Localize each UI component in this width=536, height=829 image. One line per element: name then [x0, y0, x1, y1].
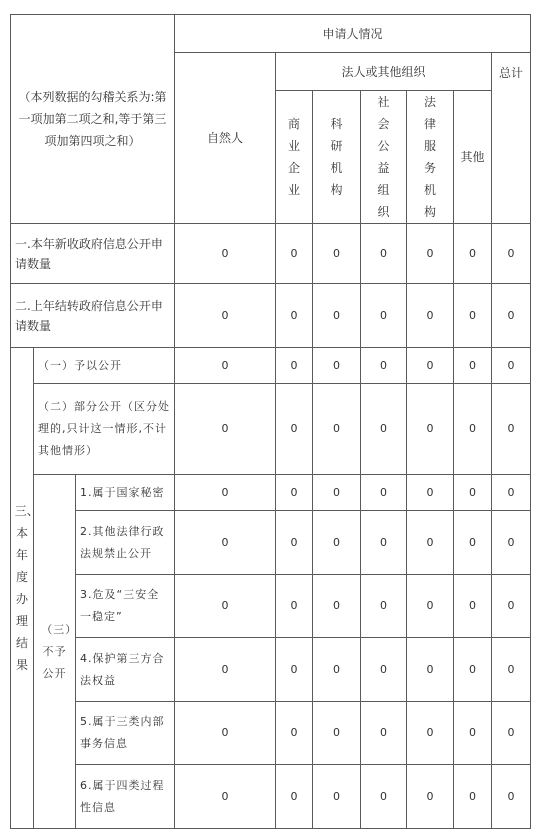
- table-cell: 0: [407, 224, 454, 284]
- table-cell: 0: [276, 765, 313, 829]
- row-label-internal-affairs: 5.属于三类内部事务信息: [76, 702, 175, 765]
- table-cell: 0: [175, 575, 276, 638]
- table-cell: 0: [454, 765, 492, 829]
- row-label-disclosed: （一）予以公开: [34, 348, 175, 384]
- table-cell: 0: [492, 384, 531, 475]
- disclosure-table: [10, 14, 531, 829]
- table-cell: 0: [492, 575, 531, 638]
- table-note-cell: （本列数据的勾稽关系为:第一项加第二项之和,等于第三项加第四项之和）: [11, 15, 175, 224]
- table-cell: 0: [361, 224, 407, 284]
- row-label-partially-disclosed: （二）部分公开（区分处理的,只计这一情形,不计其他情形）: [34, 384, 175, 475]
- table-cell: 0: [313, 348, 361, 384]
- table-cell: 0: [313, 384, 361, 475]
- table-cell: 0: [313, 575, 361, 638]
- table-cell: 0: [313, 475, 361, 511]
- legal-service-header-label: 法律服务机构: [424, 95, 437, 219]
- table-cell: 0: [175, 638, 276, 702]
- table-cell: 0: [407, 575, 454, 638]
- commercial-header-label: 商业企业: [288, 117, 301, 197]
- other-header: 其他: [454, 91, 492, 224]
- table-cell: 0: [276, 384, 313, 475]
- row-group-not-disclosed-label: （三）不予公开: [41, 622, 78, 680]
- table-cell: 0: [276, 702, 313, 765]
- table-cell: 0: [175, 224, 276, 284]
- table-cell: 0: [175, 284, 276, 348]
- table-cell: 0: [492, 284, 531, 348]
- table-cell: 0: [454, 348, 492, 384]
- row-label-new-applications: 一.本年新收政府信息公开申请数量: [11, 224, 175, 284]
- table-cell: 0: [492, 765, 531, 829]
- table-cell: 0: [454, 224, 492, 284]
- table-cell: 0: [175, 765, 276, 829]
- table-cell: 0: [313, 638, 361, 702]
- table-cell: 0: [313, 702, 361, 765]
- table-cell: 0: [492, 638, 531, 702]
- row-label-law-prohibited: 2.其他法律行政法规禁止公开: [76, 511, 175, 575]
- table-cell: 0: [361, 702, 407, 765]
- legal-service-header: [407, 91, 454, 224]
- table-cell: 0: [407, 348, 454, 384]
- table-cell: 0: [175, 348, 276, 384]
- table-cell: 0: [175, 384, 276, 475]
- table-cell: 0: [175, 475, 276, 511]
- table-cell: 0: [175, 511, 276, 575]
- row-group-not-disclosed: [34, 475, 76, 829]
- total-header: 总计: [492, 53, 531, 224]
- table-cell: 0: [454, 511, 492, 575]
- natural-person-header: 自然人: [175, 53, 276, 224]
- table-cell: 0: [276, 575, 313, 638]
- table-cell: 0: [276, 348, 313, 384]
- table-cell: 0: [313, 284, 361, 348]
- table-cell: 0: [361, 384, 407, 475]
- public-welfare-header: [361, 91, 407, 224]
- table-cell: 0: [454, 638, 492, 702]
- table-cell: 0: [454, 384, 492, 475]
- table-cell: 0: [454, 475, 492, 511]
- table-cell: 0: [492, 702, 531, 765]
- table-cell: 0: [407, 765, 454, 829]
- table-cell: 0: [276, 475, 313, 511]
- table-cell: 0: [361, 348, 407, 384]
- table-cell: 0: [492, 348, 531, 384]
- table-cell: 0: [276, 284, 313, 348]
- commercial-header: [276, 91, 313, 224]
- row-group-results-label: 三、本年度办理结果: [14, 504, 39, 672]
- table-cell: 0: [313, 511, 361, 575]
- table-cell: 0: [407, 475, 454, 511]
- table-cell: 0: [361, 475, 407, 511]
- table-cell: 0: [492, 475, 531, 511]
- public-welfare-header-label: 社会公益组织: [377, 95, 390, 219]
- table-cell: 0: [276, 511, 313, 575]
- table-cell: 0: [276, 224, 313, 284]
- applicant-situation-header: 申请人情况: [175, 15, 531, 53]
- table-cell: 0: [492, 511, 531, 575]
- table-cell: 0: [175, 702, 276, 765]
- table-cell: 0: [407, 511, 454, 575]
- row-label-state-secret: 1.属于国家秘密: [76, 475, 175, 511]
- table-cell: 0: [361, 284, 407, 348]
- row-label-process-info: 6.属于四类过程性信息: [76, 765, 175, 829]
- table-cell: 0: [407, 638, 454, 702]
- table-cell: 0: [361, 638, 407, 702]
- table-cell: 0: [361, 575, 407, 638]
- row-label-security-stability: 3.危及“三安全一稳定”: [76, 575, 175, 638]
- row-group-results: [11, 348, 39, 829]
- row-label-carried-over: 二.上年结转政府信息公开申请数量: [11, 284, 175, 348]
- table-cell: 0: [313, 224, 361, 284]
- table-cell: 0: [492, 224, 531, 284]
- table-cell: 0: [454, 284, 492, 348]
- table-cell: 0: [313, 765, 361, 829]
- table-cell: 0: [407, 284, 454, 348]
- research-header-label: 科研机构: [330, 117, 343, 197]
- table-cell: 0: [361, 765, 407, 829]
- row-label-third-party: 4.保护第三方合法权益: [76, 638, 175, 702]
- legal-or-other-header: 法人或其他组织: [276, 53, 492, 91]
- table-cell: 0: [276, 638, 313, 702]
- table-cell: 0: [454, 575, 492, 638]
- table-cell: 0: [454, 702, 492, 765]
- research-header: [313, 91, 361, 224]
- table-cell: 0: [407, 384, 454, 475]
- table-cell: 0: [407, 702, 454, 765]
- table-cell: 0: [361, 511, 407, 575]
